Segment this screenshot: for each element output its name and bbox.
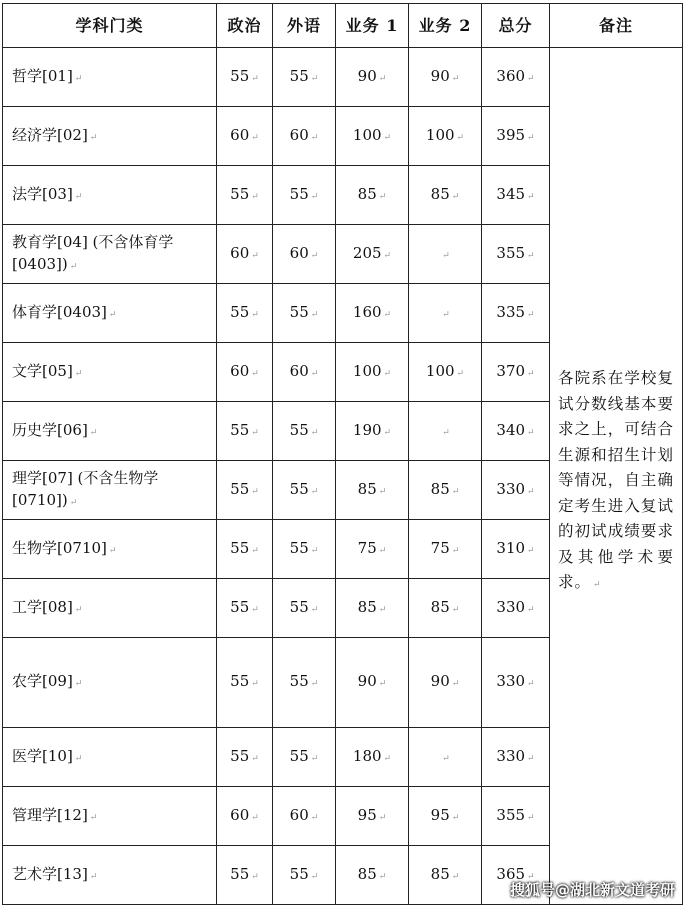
- politics-cell: [217, 48, 273, 107]
- paragraph-mark-icon: ↵: [451, 486, 460, 497]
- politics-cell: [217, 787, 273, 846]
- category-cell-text: 哲学[01]: [12, 66, 73, 85]
- paragraph-mark-icon: ↵: [251, 309, 259, 320]
- subject1-cell: [336, 284, 409, 343]
- subject2-cell-text: 85: [430, 597, 450, 616]
- paragraph-mark-icon: ↵: [310, 871, 319, 882]
- politics-cell: [217, 520, 273, 579]
- subject1-cell: [336, 461, 409, 520]
- paragraph-mark-icon: ↵: [527, 368, 535, 379]
- subject1-cell: [336, 520, 409, 579]
- paragraph-mark-icon: ↵: [310, 427, 319, 438]
- total-cell-text: 360: [496, 66, 526, 85]
- language-cell-text: 55: [289, 672, 309, 690]
- politics-cell: [217, 284, 273, 343]
- language-cell: [273, 343, 336, 402]
- politics-cell-text: 55: [230, 184, 250, 203]
- category-cell: [3, 728, 217, 787]
- subject2-cell-text: 90: [430, 672, 450, 690]
- total-cell: [482, 107, 550, 166]
- paragraph-mark-icon: ↵: [442, 250, 450, 261]
- paragraph-mark-icon: ↵: [251, 545, 259, 556]
- politics-cell: [217, 343, 273, 402]
- total-cell: [482, 787, 550, 846]
- header-subject2: 业务 2: [409, 4, 482, 48]
- politics-cell: [217, 107, 273, 166]
- paragraph-mark-icon: ↵: [383, 427, 392, 438]
- paragraph-mark-icon: ↵: [456, 368, 465, 379]
- language-cell-text: 55: [289, 420, 309, 439]
- paragraph-mark-icon: ↵: [442, 309, 450, 320]
- language-cell: [273, 787, 336, 846]
- politics-cell: [217, 166, 273, 225]
- paragraph-mark-icon: ↵: [378, 545, 387, 556]
- subject1-cell-text: 75: [357, 538, 377, 557]
- subject2-cell: [409, 638, 482, 728]
- paragraph-mark-icon: ↵: [89, 132, 98, 143]
- category-cell-text: 艺术学[13]: [12, 864, 88, 883]
- category-cell-text: 教育学[04] (不含体育学[0403]): [12, 232, 174, 273]
- paragraph-mark-icon: ↵: [310, 132, 319, 143]
- paragraph-mark-icon: ↵: [310, 73, 319, 84]
- subject1-cell: [336, 846, 409, 905]
- total-cell: [482, 48, 550, 107]
- language-cell: [273, 846, 336, 905]
- language-cell: [273, 225, 336, 284]
- subject1-cell-text: 90: [357, 66, 377, 85]
- language-cell-text: 60: [289, 125, 309, 144]
- politics-cell: [217, 461, 273, 520]
- paragraph-mark-icon: ↵: [89, 812, 98, 823]
- paragraph-mark-icon: ↵: [310, 368, 319, 379]
- paragraph-mark-icon: ↵: [251, 132, 259, 143]
- paragraph-mark-icon: ↵: [74, 604, 83, 615]
- paragraph-mark-icon: ↵: [251, 679, 259, 689]
- total-cell: [482, 461, 550, 520]
- paragraph-mark-icon: ↵: [310, 486, 319, 497]
- category-cell-text: 历史学[06]: [12, 420, 88, 439]
- total-cell: [482, 402, 550, 461]
- language-cell-text: 60: [289, 805, 309, 824]
- language-cell-text: 55: [289, 66, 309, 85]
- total-cell-text: 335: [496, 302, 526, 321]
- category-cell-text: 管理学[12]: [12, 805, 88, 824]
- paragraph-mark-icon: ↵: [251, 486, 259, 497]
- paragraph-mark-icon: ↵: [451, 191, 460, 202]
- paragraph-mark-icon: ↵: [383, 132, 392, 143]
- paragraph-mark-icon: ↵: [451, 73, 460, 84]
- category-cell: [3, 579, 217, 638]
- politics-cell-text: 60: [230, 361, 250, 380]
- category-cell-text: 农学[09]: [12, 672, 73, 690]
- total-cell: [482, 579, 550, 638]
- paragraph-mark-icon: ↵: [310, 604, 319, 615]
- subject1-cell-text: 180: [352, 746, 382, 765]
- subject2-cell-text: 85: [430, 479, 450, 498]
- subject2-cell: [409, 48, 482, 107]
- paragraph-mark-icon: ↵: [451, 604, 460, 615]
- total-cell: [482, 166, 550, 225]
- paragraph-mark-icon: ↵: [527, 812, 535, 823]
- category-cell: [3, 166, 217, 225]
- category-cell-text: 生物学[0710]: [12, 538, 107, 557]
- subject1-cell-text: 95: [357, 805, 377, 824]
- category-cell-text: 经济学[02]: [12, 125, 88, 144]
- subject2-cell: [409, 579, 482, 638]
- language-cell-text: 60: [289, 361, 309, 380]
- paragraph-mark-icon: ↵: [251, 250, 259, 261]
- paragraph-mark-icon: ↵: [383, 250, 392, 261]
- total-cell-text: 355: [496, 805, 526, 824]
- paragraph-mark-icon: ↵: [74, 368, 83, 379]
- score-table: [2, 3, 683, 905]
- language-cell: [273, 284, 336, 343]
- category-cell: [3, 461, 217, 520]
- table-header-row: [3, 4, 683, 48]
- subject1-cell: [336, 787, 409, 846]
- total-cell: [482, 225, 550, 284]
- paragraph-mark-icon: ↵: [89, 871, 98, 882]
- politics-cell: [217, 638, 273, 728]
- paragraph-mark-icon: ↵: [378, 486, 387, 497]
- language-cell: [273, 461, 336, 520]
- language-cell: [273, 579, 336, 638]
- total-cell-text: 330: [496, 597, 526, 616]
- politics-cell-text: 55: [230, 538, 250, 557]
- category-cell-text: 法学[03]: [12, 184, 73, 203]
- subject2-cell: [409, 225, 482, 284]
- note-cell: [550, 48, 683, 905]
- note-text: 各院系在学校复试分数线基本要求之上，可结合生源和招生计划等情况，自主确定考生进入复试的初试成绩要求及其他学术要求。: [558, 369, 674, 591]
- politics-cell-text: 55: [230, 672, 250, 690]
- language-cell-text: 55: [289, 184, 309, 203]
- paragraph-mark-icon: ↵: [310, 309, 319, 320]
- politics-cell-text: 60: [230, 125, 250, 144]
- paragraph-mark-icon: ↵: [378, 604, 387, 615]
- paragraph-mark-icon: ↵: [527, 427, 535, 438]
- paragraph-mark-icon: ↵: [108, 309, 117, 320]
- subject1-cell-text: 100: [352, 361, 382, 380]
- subject1-cell-text: 100: [352, 125, 382, 144]
- paragraph-mark-icon: ↵: [251, 427, 259, 438]
- subject2-cell-text: 100: [425, 361, 455, 380]
- subject1-cell-text: 85: [357, 479, 377, 498]
- subject1-cell-text: 90: [357, 672, 377, 690]
- subject1-cell: [336, 579, 409, 638]
- politics-cell-text: 55: [230, 420, 250, 439]
- paragraph-mark-icon: ↵: [378, 191, 387, 202]
- total-cell: [482, 638, 550, 728]
- subject2-cell: [409, 520, 482, 579]
- language-cell: [273, 107, 336, 166]
- subject2-cell: [409, 787, 482, 846]
- paragraph-mark-icon: ↵: [527, 486, 535, 497]
- category-cell-text: 医学[10]: [12, 746, 73, 765]
- category-cell-text: 理学[07] (不含生物学[0710]): [12, 468, 159, 509]
- header-subject1: 业务 1: [336, 4, 409, 48]
- language-cell-text: 55: [289, 538, 309, 557]
- paragraph-mark-icon: ↵: [456, 132, 465, 143]
- subject1-cell: [336, 343, 409, 402]
- category-cell: [3, 402, 217, 461]
- total-cell: [482, 520, 550, 579]
- paragraph-mark-icon: ↵: [69, 261, 78, 272]
- paragraph-mark-icon: ↵: [251, 604, 259, 615]
- paragraph-mark-icon: ↵: [310, 812, 319, 823]
- paragraph-mark-icon: ↵: [378, 73, 387, 84]
- language-cell: [273, 638, 336, 728]
- category-cell-text: 体育学[0403]: [12, 302, 107, 321]
- category-cell: [3, 638, 217, 728]
- subject1-cell: [336, 402, 409, 461]
- total-cell-text: 345: [496, 184, 526, 203]
- subject1-cell: [336, 48, 409, 107]
- total-cell-text: 330: [496, 672, 526, 690]
- language-cell: [273, 728, 336, 787]
- total-cell-text: 370: [496, 361, 526, 380]
- subject1-cell-text: 85: [357, 597, 377, 616]
- subject1-cell: [336, 107, 409, 166]
- politics-cell-text: 60: [230, 243, 250, 262]
- paragraph-mark-icon: ↵: [378, 679, 387, 689]
- category-cell: [3, 520, 217, 579]
- paragraph-mark-icon: ↵: [451, 871, 460, 882]
- paragraph-mark-icon: ↵: [527, 604, 535, 615]
- paragraph-mark-icon: ↵: [383, 753, 392, 764]
- subject1-cell-text: 85: [357, 184, 377, 203]
- subject2-cell-text: 85: [430, 864, 450, 883]
- politics-cell: [217, 402, 273, 461]
- subject2-cell: [409, 107, 482, 166]
- language-cell-text: 55: [289, 864, 309, 883]
- language-cell-text: 55: [289, 597, 309, 616]
- subject1-cell: [336, 225, 409, 284]
- category-cell: [3, 284, 217, 343]
- subject2-cell: [409, 343, 482, 402]
- language-cell-text: 55: [289, 479, 309, 498]
- politics-cell-text: 55: [230, 302, 250, 321]
- total-cell-text: 365: [496, 864, 526, 883]
- table-row: [3, 48, 683, 107]
- header-politics: 政治: [217, 4, 273, 48]
- politics-cell: [217, 225, 273, 284]
- paragraph-mark-icon: ↵: [251, 191, 259, 202]
- politics-cell: [217, 728, 273, 787]
- paragraph-mark-icon: ↵: [310, 250, 319, 261]
- paragraph-mark-icon: ↵: [451, 679, 460, 689]
- paragraph-mark-icon: ↵: [69, 497, 78, 508]
- language-cell-text: 55: [289, 302, 309, 321]
- paragraph-mark-icon: ↵: [378, 871, 387, 882]
- politics-cell: [217, 579, 273, 638]
- subject1-cell-text: 205: [352, 243, 382, 262]
- subject1-cell-text: 160: [352, 302, 382, 321]
- total-cell: [482, 728, 550, 787]
- subject2-cell: [409, 284, 482, 343]
- politics-cell-text: 55: [230, 66, 250, 85]
- politics-cell: [217, 846, 273, 905]
- category-cell: [3, 787, 217, 846]
- politics-cell-text: 60: [230, 805, 250, 824]
- category-cell: [3, 107, 217, 166]
- header-note: 备注: [550, 4, 683, 48]
- paragraph-mark-icon: ↵: [251, 871, 259, 882]
- header-language: 外语: [273, 4, 336, 48]
- total-cell-text: 330: [496, 746, 526, 765]
- paragraph-mark-icon: ↵: [451, 545, 460, 556]
- paragraph-mark-icon: ↵: [527, 753, 535, 764]
- paragraph-mark-icon: ↵: [527, 132, 535, 143]
- total-cell: [482, 284, 550, 343]
- language-cell: [273, 402, 336, 461]
- subject1-cell: [336, 638, 409, 728]
- paragraph-mark-icon: ↵: [108, 545, 117, 556]
- subject2-cell: [409, 166, 482, 225]
- subject2-cell-text: 90: [430, 66, 450, 85]
- paragraph-mark-icon: ↵: [378, 812, 387, 823]
- paragraph-mark-icon: ↵: [251, 753, 259, 764]
- paragraph-mark-icon: ↵: [251, 368, 259, 379]
- paragraph-mark-icon: ↵: [527, 191, 535, 202]
- paragraph-mark-icon: ↵: [310, 191, 319, 202]
- subject1-cell-text: 190: [352, 420, 382, 439]
- paragraph-mark-icon: ↵: [527, 73, 535, 84]
- subject2-cell: [409, 461, 482, 520]
- politics-cell-text: 55: [230, 597, 250, 616]
- paragraph-mark-icon: ↵: [527, 309, 535, 320]
- paragraph-mark-icon: ↵: [74, 191, 83, 202]
- total-cell-text: 340: [496, 420, 526, 439]
- subject2-cell: [409, 846, 482, 905]
- language-cell-text: 55: [289, 746, 309, 765]
- watermark: 搜狐号@湖北新文道考研: [509, 881, 675, 899]
- paragraph-mark-icon: ↵: [527, 545, 535, 556]
- paragraph-mark-icon: ↵: [527, 871, 535, 882]
- politics-cell-text: 55: [230, 746, 250, 765]
- category-cell: [3, 225, 217, 284]
- paragraph-mark-icon: ↵: [74, 753, 83, 764]
- paragraph-mark-icon: ↵: [74, 73, 83, 84]
- category-cell: [3, 846, 217, 905]
- politics-cell-text: 55: [230, 479, 250, 498]
- paragraph-mark-icon: ↵: [383, 309, 392, 320]
- category-cell: [3, 48, 217, 107]
- category-cell: [3, 343, 217, 402]
- total-cell: [482, 343, 550, 402]
- paragraph-mark-icon: ↵: [251, 812, 259, 823]
- paragraph-mark-icon: ↵: [251, 73, 259, 84]
- total-cell-text: 310: [496, 538, 526, 557]
- subject1-cell-text: 85: [357, 864, 377, 883]
- language-cell-text: 60: [289, 243, 309, 262]
- paragraph-mark-icon: ↵: [310, 679, 319, 689]
- total-cell-text: 330: [496, 479, 526, 498]
- paragraph-mark-icon: ↵: [527, 679, 535, 689]
- subject2-cell: [409, 402, 482, 461]
- paragraph-mark-icon: ↵: [383, 368, 392, 379]
- subject2-cell-text: 75: [430, 538, 450, 557]
- language-cell: [273, 166, 336, 225]
- total-cell-text: 395: [496, 125, 526, 144]
- header-category: 学科门类: [3, 4, 217, 48]
- subject1-cell: [336, 166, 409, 225]
- language-cell: [273, 48, 336, 107]
- paragraph-mark-icon: ↵: [451, 812, 460, 823]
- paragraph-mark-icon: ↵: [442, 753, 450, 764]
- paragraph-mark-icon: ↵: [74, 679, 83, 689]
- category-cell-text: 文学[05]: [12, 361, 73, 380]
- subject2-cell-text: 95: [430, 805, 450, 824]
- paragraph-mark-icon: ↵: [593, 580, 602, 590]
- category-cell-text: 工学[08]: [12, 597, 73, 616]
- subject2-cell: [409, 728, 482, 787]
- paragraph-mark-icon: ↵: [89, 427, 98, 438]
- subject2-cell-text: 85: [430, 184, 450, 203]
- total-cell-text: 355: [496, 243, 526, 262]
- subject2-cell-text: 100: [425, 125, 455, 144]
- paragraph-mark-icon: ↵: [310, 753, 319, 764]
- language-cell: [273, 520, 336, 579]
- paragraph-mark-icon: ↵: [527, 250, 535, 261]
- politics-cell-text: 55: [230, 864, 250, 883]
- paragraph-mark-icon: ↵: [310, 545, 319, 556]
- subject1-cell: [336, 728, 409, 787]
- header-total: 总分: [482, 4, 550, 48]
- paragraph-mark-icon: ↵: [442, 427, 450, 438]
